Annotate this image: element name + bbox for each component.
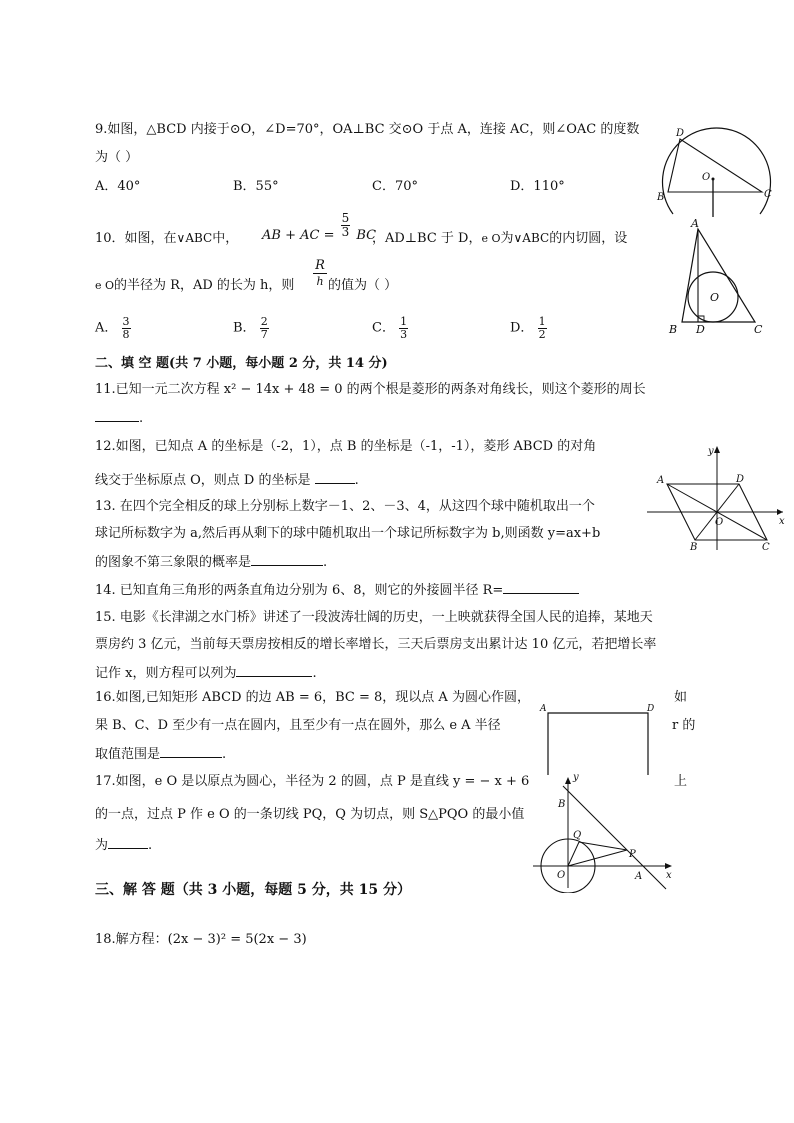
- q17-label-a: A: [635, 871, 643, 882]
- q16-stem-line2-tail: r 的: [672, 718, 696, 733]
- q11-answer-line: .: [95, 409, 143, 428]
- q12-label-c: C: [762, 542, 770, 553]
- q9-stem-line2: 为（ ）: [95, 150, 139, 165]
- q10-label-a: A: [691, 217, 699, 230]
- q17-tangent-figure: [528, 768, 678, 893]
- q18-stem-line1: 18.解方程：(2x − 3)² = 5(2x − 3): [95, 932, 307, 947]
- q9-option-c: C．70°: [372, 179, 418, 194]
- q17-label-o: O: [557, 870, 566, 881]
- q12-label-b: B: [690, 542, 698, 553]
- q17-label-b: B: [558, 799, 566, 810]
- q17-stem-line3: 为 .: [95, 838, 153, 853]
- q9-option-a: A．40°: [95, 179, 141, 194]
- q13-stem-line2: 球记所标数字为 a,然后再从剩下的球中随机取出一个球记所标数字为 b,则函数 y=ax+b: [95, 526, 601, 541]
- section-2-heading: 二、填 空 题(共 7 小题，每小题 2 分，共 14 分): [95, 356, 388, 371]
- q12-label-o: O: [715, 517, 724, 528]
- q16-answer-blank[interactable]: [160, 745, 222, 758]
- q16-stem-line2: 果 B、C、D 至少有一点在圆内，且至少有一点在圆外，那么 e A 半径: [95, 718, 501, 733]
- q14-stem-line1: 14. 已知直角三角形的两条直角边分别为 6、8，则它的外接圆半径 R=: [95, 581, 579, 600]
- q13-stem-line3: 的图象不第三象限的概率是 .: [95, 555, 328, 570]
- q15-stem-line3: 记作 x，则方程可以列为 .: [95, 666, 317, 681]
- q10-option-b: B． $\frac{2}{7}$: [233, 315, 268, 341]
- q15-stem-line1: 15. 电影《长津湖之水门桥》讲述了一段波涛壮阔的历史，一上映就获得全国人民的追捧，某地天: [95, 610, 653, 625]
- q17-stem-line1: 17.如图，e O 是以原点为圆心，半径为 2 的圆，点 P 是直线 y = − x + 6: [95, 774, 530, 789]
- q9-label-c: C: [764, 189, 772, 200]
- q10-label-o: O: [710, 291, 720, 304]
- q10-option-d: D． $\frac{1}{2}$: [510, 315, 546, 341]
- q12-stem-line2: 线交于坐标原点 O，则点 D 的坐标是 .: [95, 473, 359, 488]
- q16-stem-line1-tail: 如: [674, 690, 688, 705]
- q12-stem-line1: 12.如图，已知点 A 的坐标是（-2，1），点 B 的坐标是（-1，-1），菱形 ABCD 的对角: [95, 439, 597, 454]
- q17-label-q: Q: [573, 830, 582, 841]
- q12-label-y: y: [708, 446, 714, 457]
- q12-label-d: D: [736, 474, 745, 485]
- q10-label-d: D: [696, 323, 705, 336]
- q16-stem-line3: 取值范围是 .: [95, 747, 227, 762]
- q12-rhombus-figure: [645, 442, 790, 554]
- q11-answer-blank[interactable]: [95, 409, 139, 422]
- q15-answer-blank[interactable]: [236, 664, 312, 677]
- q11-stem-line1: 11.已知一元二次方程 x² − 14x + 48 = 0 的两个根是菱形的两条对角线长，则这个菱形的周长: [95, 382, 646, 397]
- q10-label-c: C: [754, 323, 763, 336]
- q10-stem-line2-end: 的值为（ ）: [328, 278, 398, 293]
- q10-option-c: C． $\frac{1}{3}$: [372, 315, 408, 341]
- q10-ratio: R h: [313, 258, 327, 289]
- q10-stem-line1-rest: ，AD⊥BC 于 D，e O为∨ABC的内切圆，设: [372, 231, 628, 246]
- q10-stem-line2: e O的半径为 R，AD 的长为 h，则: [95, 278, 295, 293]
- q14-answer-blank[interactable]: [503, 581, 579, 594]
- q10-label-b: B: [669, 323, 678, 336]
- q17-answer-blank[interactable]: [108, 836, 148, 849]
- q16-stem-line1: 16.如图,已知矩形 ABCD 的边 AB = 6，BC = 8，现以点 A 为圆心作圆，: [95, 690, 530, 705]
- q10-equation: AB + AC = $\frac{5}{3}$ BC: [262, 211, 377, 243]
- q9-stem-line1: 9.如图，△BCD 内接于⊙O，∠D=70°，OA⊥BC 交⊙O 于点 A，连接 AC，则∠OAC 的度数: [95, 122, 640, 137]
- q9-label-o: O: [702, 172, 711, 183]
- q9-option-d: D．110°: [510, 179, 565, 194]
- q10-stem-line1: 10．如图，在∨ABC中，: [95, 231, 239, 246]
- q17-stem-line1-tail: 上: [674, 774, 688, 789]
- q16-label-a: A: [540, 704, 547, 714]
- section-3-heading: 三、解 答 题（共 3 小题，每题 5 分，共 15 分）: [95, 882, 411, 898]
- q17-label-x: x: [666, 870, 672, 881]
- q9-option-b: B．55°: [233, 179, 279, 194]
- q10-triangle-figure: [662, 215, 772, 340]
- q13-answer-blank[interactable]: [251, 553, 323, 566]
- q13-stem-line1: 13. 在四个完全相反的球上分别标上数字－1、2、－3、4，从这四个球中随机取出一个: [95, 499, 595, 514]
- q9-label-d: D: [676, 128, 685, 139]
- q17-label-p: P: [629, 849, 636, 860]
- q9-circle-figure: [652, 122, 782, 220]
- q17-label-y: y: [573, 772, 579, 783]
- q9-label-b: B: [657, 192, 665, 203]
- q12-answer-blank[interactable]: [315, 471, 355, 484]
- q10-option-a: A． $\frac{3}{8}$: [95, 315, 130, 341]
- q16-label-d: D: [647, 704, 655, 714]
- q12-label-x: x: [779, 516, 785, 527]
- q12-label-a: A: [657, 475, 665, 486]
- q15-stem-line2: 票房约 3 亿元，当前每天票房按相反的增长率增长，三天后票房支出累计达 10 亿元，若把增长率: [95, 637, 657, 652]
- q17-stem-line2: 的一点，过点 P 作 e O 的一条切线 PQ，Q 为切点，则 S△PQO 的最小值: [95, 807, 525, 822]
